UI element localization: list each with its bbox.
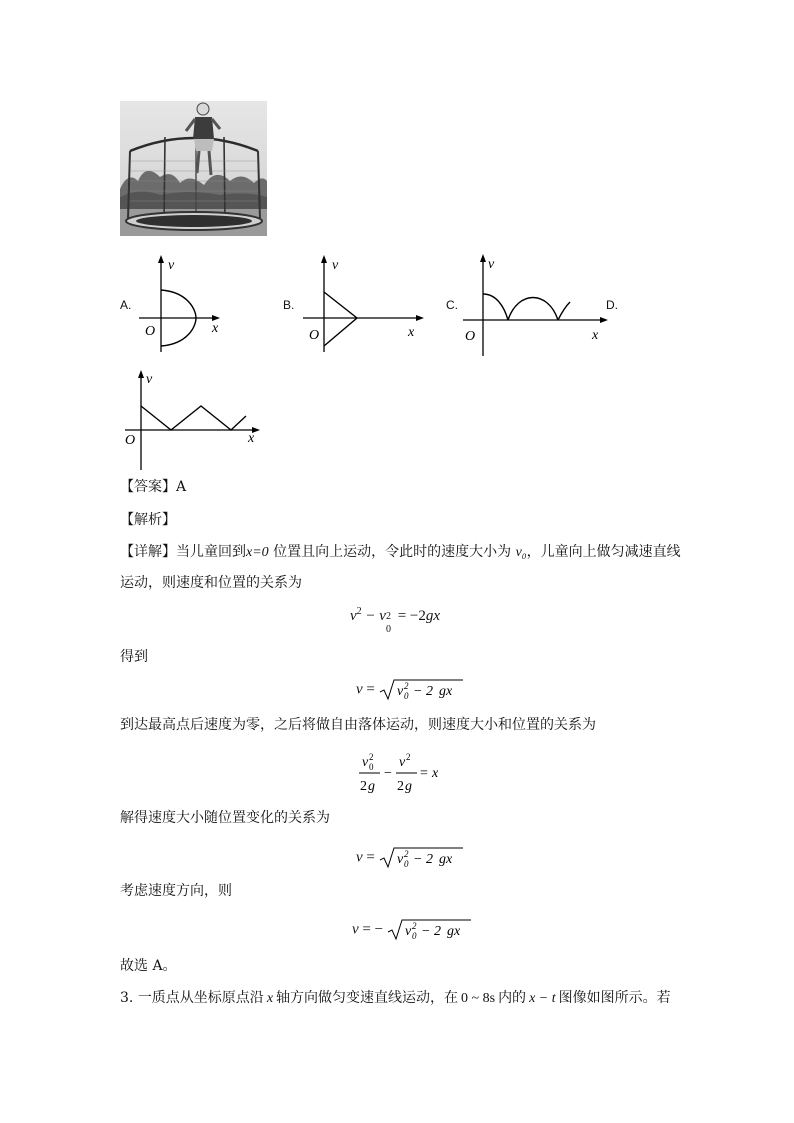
- svg-text:− 2: − 2: [412, 684, 433, 699]
- q3-xt: x − t: [529, 991, 556, 1006]
- svg-text:g: g: [405, 779, 412, 794]
- b-v-axis-label: v: [332, 258, 339, 273]
- detail-mid: 位置且向上运动，令此时的速度大小为: [268, 544, 516, 560]
- answer-line: 【答案】A: [120, 479, 187, 495]
- option-d-graph: [120, 366, 265, 472]
- svg-text:− 2: − 2: [420, 924, 441, 939]
- a-x-axis-label: x: [212, 321, 219, 336]
- svg-text:gx: gx: [438, 852, 452, 867]
- svg-text:gx: gx: [446, 924, 461, 939]
- d-origin-label: O: [125, 433, 136, 448]
- detail-v0: v₀: [515, 545, 527, 560]
- formula-3: [356, 750, 446, 800]
- d-v-axis-label: v: [146, 372, 153, 387]
- analysis-title: 【解析】: [120, 512, 176, 528]
- d-x-axis-label: x: [248, 431, 255, 446]
- a-v-axis-label: v: [168, 258, 175, 273]
- svg-text:2: 2: [403, 681, 409, 691]
- trampoline-photo: [120, 101, 267, 236]
- svg-text:0: 0: [403, 691, 409, 701]
- b-origin-label: O: [309, 328, 320, 343]
- c-v-axis-label: v: [488, 257, 495, 272]
- svg-text:v: v: [396, 852, 403, 867]
- option-b-graph: [300, 252, 425, 357]
- svg-text:v: v: [404, 924, 412, 939]
- detail-line-2: 运动，则速度和位置的关系为: [120, 575, 302, 591]
- detail-line-1: [120, 542, 681, 563]
- a-origin-label: O: [145, 324, 156, 339]
- svg-text:2: 2: [406, 752, 411, 762]
- svg-text:0: 0: [369, 762, 374, 772]
- formula-4: v = v 2 0 − 2 gx: [356, 846, 463, 870]
- option-c-graph: [460, 250, 610, 360]
- svg-text:gx: gx: [438, 684, 452, 699]
- svg-text:− 2: − 2: [412, 852, 433, 867]
- text-choose: 故选 A。: [120, 958, 177, 974]
- formula-2: v = v 2 0 − 2 gx: [356, 678, 463, 702]
- formula-1: $v^2 - v$ 2 0 = −2gx: [350, 606, 441, 635]
- svg-text:2: 2: [360, 779, 367, 794]
- option-d-label: D.: [606, 298, 618, 312]
- q3-axis: x: [266, 991, 274, 1006]
- text-after-top: 到达最高点后速度为零，之后将做自由落体运动，则速度大小和位置的关系为: [120, 717, 596, 733]
- q3-text-2: 轴方向做匀变速直线运动，在: [276, 990, 459, 1006]
- detail-x0: x=0: [246, 545, 269, 560]
- svg-text:x: x: [432, 766, 439, 781]
- option-a-label: A.: [120, 298, 132, 312]
- option-a-graph: [134, 252, 224, 357]
- text-solve: 解得速度大小随位置变化的关系为: [120, 810, 330, 826]
- detail-suffix: ，儿童向上做匀减速直线: [526, 544, 681, 560]
- svg-text:2: 2: [411, 921, 417, 931]
- c-x-axis-label: x: [592, 328, 599, 343]
- q3-text-4: 图像如图所示。若: [558, 990, 671, 1006]
- option-b-label: B.: [283, 298, 295, 312]
- q3-range: 0 ~ 8s: [461, 991, 496, 1006]
- option-c-label: C.: [446, 298, 458, 312]
- svg-text:v: v: [399, 755, 406, 770]
- svg-text:2: 2: [369, 752, 374, 762]
- svg-text:2: 2: [397, 779, 404, 794]
- c-origin-label: O: [465, 329, 476, 344]
- text-get: 得到: [120, 649, 148, 665]
- svg-text:v: v: [396, 684, 403, 699]
- b-x-axis-label: x: [408, 325, 415, 340]
- svg-text:−: −: [384, 766, 392, 781]
- question-3-line: [120, 988, 671, 1009]
- svg-text:g: g: [368, 779, 375, 794]
- q3-text-1: 一质点从坐标原点沿: [137, 990, 264, 1006]
- svg-text:2: 2: [403, 849, 409, 859]
- q3-number: 3.: [120, 990, 134, 1006]
- text-direction: 考虑速度方向，则: [120, 883, 232, 899]
- svg-text:0: 0: [411, 931, 417, 941]
- svg-text:v: v: [362, 755, 369, 770]
- formula-5: v = − v 2 0 − 2 gx: [352, 918, 471, 942]
- q3-text-3: 内的: [498, 990, 527, 1006]
- svg-text:0: 0: [403, 859, 409, 869]
- detail-prefix: 【详解】当儿童回到: [120, 544, 246, 560]
- svg-text:=: =: [420, 766, 428, 781]
